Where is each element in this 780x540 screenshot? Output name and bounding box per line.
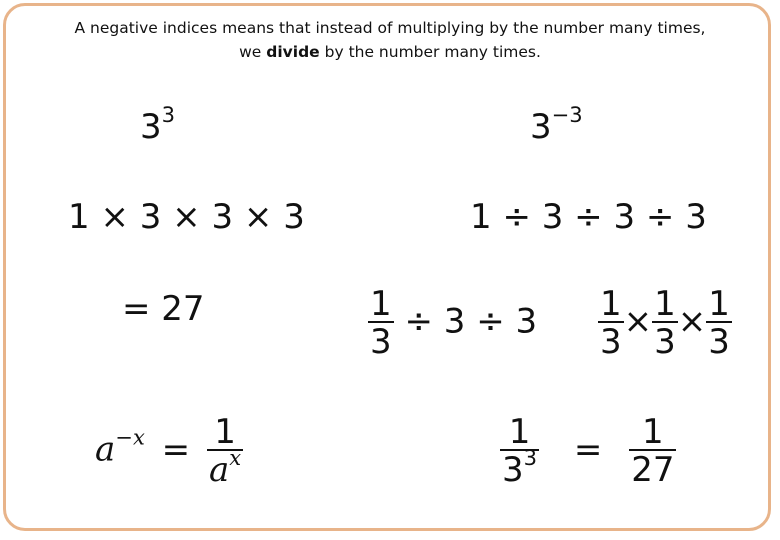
negative-power: $3^{-3}$ — [530, 102, 583, 147]
division-result: $\frac{1}{3^3}$ = $\frac{1}{27}$ — [502, 412, 675, 490]
rule-fraction: $\frac{1}{a^x}$ — [208, 412, 242, 490]
divide-emphasis: divide — [266, 43, 320, 61]
intro-line-1: A negative indices means that instead of multiplying by the number many times, — [74, 19, 706, 37]
multiplication-expansion: 1 × 3 × 3 × 3 — [68, 197, 305, 237]
positive-power: $3^3$ — [140, 102, 176, 147]
division-expansion: 1 ÷ 3 ÷ 3 ÷ 3 — [470, 197, 707, 237]
multiplication-result: = 27 — [122, 289, 205, 329]
division-step-fraction: $\frac{1}{3}$ ÷ 3 ÷ 3 — [370, 284, 538, 362]
intro-line-2: we divide by the number many times. — [239, 43, 541, 61]
intro-text — [30, 16, 750, 64]
fraction-product: $\frac{1}{3}$ × $\frac{1}{3}$ × $\frac{1}{3}$ — [600, 284, 730, 362]
negative-index-rule: $a^{-x}$ = $\frac{1}{a^x}$ — [95, 412, 242, 490]
